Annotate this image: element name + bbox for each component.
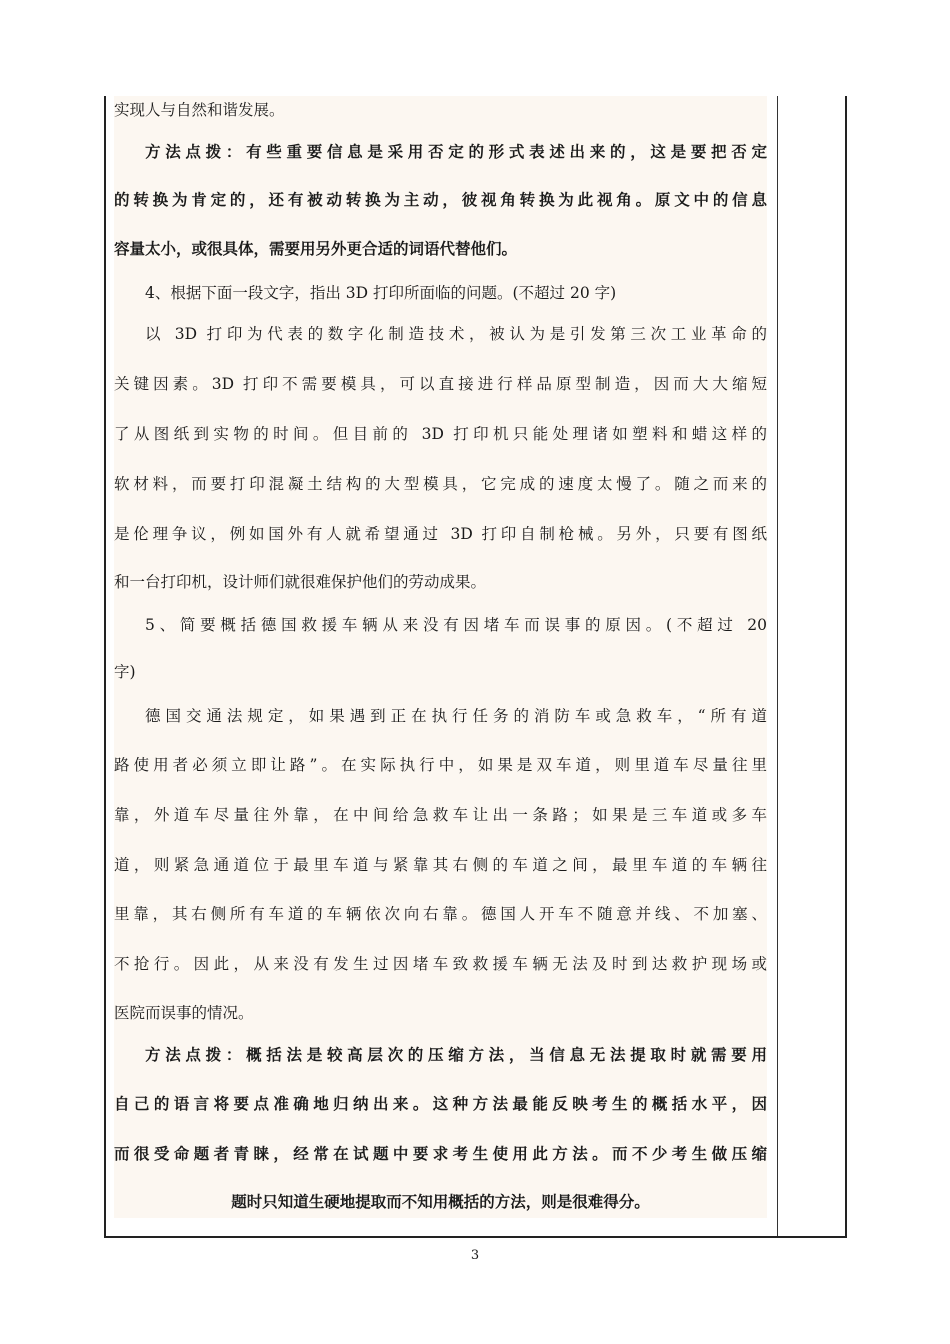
- passage-line: 了从图纸到实物的时间。但目前的 3D 打印机只能处理诸如塑料和蜡这样的: [114, 425, 767, 443]
- column-divider: [777, 96, 778, 1236]
- passage-line: 德国交通法规定，如果遇到正在执行任务的消防车或急救车，“所有道: [145, 707, 767, 725]
- lesson-table: [104, 96, 847, 1238]
- passage-line: 不抢行。因此，从来没有发生过因堵车致救援车辆无法及时到达救护现场或: [114, 955, 767, 973]
- method-tip-line: 自己的语言将要点准确地归纳出来。这种方法最能反映考生的概括水平，因: [114, 1094, 767, 1113]
- method-tip-line: 题时只知道生硬地提取而不知用概括的方法，则是很难得分。: [231, 1192, 650, 1211]
- passage-line: 是伦理争议，例如国外有人就希望通过 3D 打印自制枪械。另外，只要有图纸: [114, 525, 767, 543]
- passage-line: 靠，外道车尽量往外靠，在中间给急救车让出一条路；如果是三车道或多车: [114, 806, 767, 824]
- method-tip-line: 方法点拨：有些重要信息是采用否定的形式表述出来的，这是要把否定: [145, 142, 767, 161]
- passage-line: 以 3D 打印为代表的数字化制造技术，被认为是引发第三次工业革命的: [145, 325, 767, 343]
- main-text-cell: [114, 96, 767, 1218]
- passage-line: 道，则紧急通道位于最里车道与紧靠其右侧的车道之间，最里车道的车辆往: [114, 856, 767, 874]
- passage-line: 医院而误事的情况。: [114, 1004, 254, 1022]
- question-line: 4、根据下面一段文字，指出 3D 打印所面临的问题。(不超过 20 字): [145, 284, 617, 302]
- method-tip-line: 的转换为肯定的，还有被动转换为主动，彼视角转换为此视角。原文中的信息: [114, 190, 767, 209]
- method-tip-line: 容量太小，或很具体，需要用另外更合适的词语代替他们。: [114, 239, 518, 258]
- passage-line: 关键因素。3D 打印不需要模具，可以直接进行样品原型制造，因而大大缩短: [114, 375, 767, 393]
- question-line: 5、简要概括德国救援车辆从来没有因堵车而误事的原因。(不超过 20: [145, 616, 767, 634]
- passage-line: 和一台打印机，设计师们就很难保护他们的劳动成果。: [114, 573, 487, 591]
- method-tip-line: 方法点拨：概括法是较高层次的压缩方法，当信息无法提取时就需要用: [145, 1045, 767, 1064]
- passage-line: 路使用者必须立即让路”。在实际执行中，如果是双车道，则里道车尽量往里: [114, 756, 767, 774]
- text-line: 实现人与自然和谐发展。: [114, 101, 285, 119]
- question-line: 字): [114, 663, 136, 681]
- passage-line: 软材料，而要打印混凝土结构的大型模具，它完成的速度太慢了。随之而来的: [114, 475, 767, 493]
- method-tip-line: 而很受命题者青睐，经常在试题中要求考生使用此方法。而不少考生做压缩: [114, 1144, 767, 1163]
- passage-line: 里靠，其右侧所有车道的车辆依次向右靠。德国人开车不随意并线、不加塞、: [114, 905, 767, 923]
- page-number: 3: [470, 1248, 480, 1263]
